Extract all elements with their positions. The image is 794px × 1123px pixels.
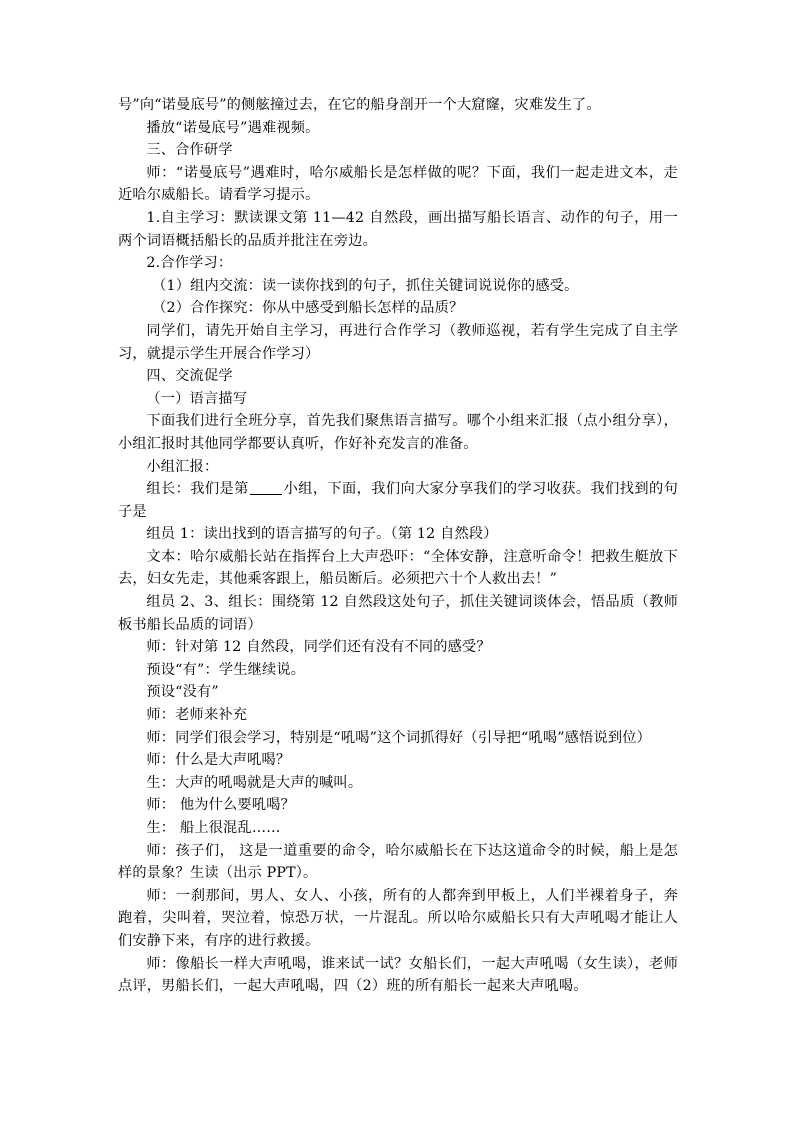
paragraph: 号”向“诺曼底号”的侧舷撞过去，在它的船身剖开一个大窟窿，灾难发生了。 (118, 97, 601, 113)
paragraph: （2）合作探究：你从中感受到船长怎样的品质？ (152, 300, 464, 317)
paragraph: 同学们，请先开始自主学习，再进行合作学习（教师巡视，若有学生完成了自主学习，就提示学生开展合作学习） (118, 322, 678, 362)
paragraph: 师：老师来补充 (146, 707, 248, 724)
paragraph: 2.合作学习： (146, 255, 233, 272)
paragraph: 师： 他为什么要吼喝？ (146, 797, 295, 814)
document-body (118, 94, 678, 998)
paragraph: 师：同学们很会学习，特别是“吼喝”这个词抓得好（引导把“吼喝”感悟说到位） (146, 729, 651, 746)
paragraph: 师：针对第 12 自然段，同学们还有没有不同的感受？ (146, 639, 491, 656)
paragraph: 小组汇报： (146, 458, 219, 475)
paragraph: 1.自主学习：默读课文第 11—42 自然段，画出描写船长语言、动作的句子，用一两个词语概括船长的品质并批注在旁边。 (118, 209, 678, 249)
section-heading: 三、合作研学 (146, 142, 233, 159)
paragraph: 组员 1：读出找到的语言描写的句子。（第 12 自然段） (146, 526, 498, 543)
paragraph: 师：“诺曼底号”遇难时，哈尔威船长是怎样做的呢？下面，我们一起走进文本，走近哈尔威船长。请看学习提示。 (118, 164, 678, 204)
paragraph-with-blank (118, 478, 678, 523)
paragraph: （1）组内交流：读一读你找到的句子，抓住关键词说说你的感受。 (152, 277, 579, 294)
paragraph: 组员 2、3、组长：围绕第 12 自然段这处句子，抓住关键词谈体会，悟品质（教师板书船长品质的词语） (118, 594, 678, 633)
paragraph: 师：一刹那间，男人、女人、小孩，所有的人都奔到甲板上，人们半裸着身子，奔跑着，尖叫着，哭泣着，惊恐万状，一片混乱。所以哈尔威船长只有大声吼喝才能让人们安静下来，有序的进行救援。 (118, 887, 678, 949)
paragraph: 师：孩子们， 这是一道重要的命令，哈尔威船长在下达这道命令的时候，船上是怎样的景象？生读（出示 PPT）。 (118, 842, 678, 882)
subsection-heading: （一）语言描写 (146, 390, 248, 407)
paragraph: 文本：哈尔威船长站在指挥台上大声恐吓：“全体安静，注意听命令！把救生艇放下去，妇女先走，其他乘客跟上，船员断后。必须把六十个人救出去！” (118, 548, 678, 588)
paragraph: 下面我们进行全班分享，首先我们聚焦语言描写。哪个小组来汇报（点小组分享），小组汇报时其他同学都要认真听，作好补充发言的准备。 (118, 413, 678, 452)
paragraph: 师：什么是大声吼喝？ (146, 752, 291, 769)
paragraph-text-after-blank: 小组，下面，我们向大家分享我们的学习收获。我们找到的句子是 (118, 481, 678, 520)
paragraph: 生：大声的吼喝就是大声的喊叫。 (146, 774, 363, 791)
paragraph: 播放“诺曼底号”遇难视频。 (146, 119, 320, 136)
paragraph: 预设“没有” (146, 684, 219, 701)
paragraph: 师：像船长一样大声吼喝，谁来试一试？女船长们，一起大声吼喝（女生读），老师点评，男船长们，一起大声吼喝，四（2）班的所有船长一起来大声吼喝。 (118, 955, 678, 995)
paragraph: 生： 船上很混乱…… (146, 820, 281, 836)
fill-in-blank (250, 480, 283, 495)
paragraph-text-before-blank: 组长：我们是第 (146, 481, 249, 498)
section-heading: 四、交流促学 (146, 368, 233, 385)
paragraph: 预设“有”：学生继续说。 (146, 661, 306, 678)
